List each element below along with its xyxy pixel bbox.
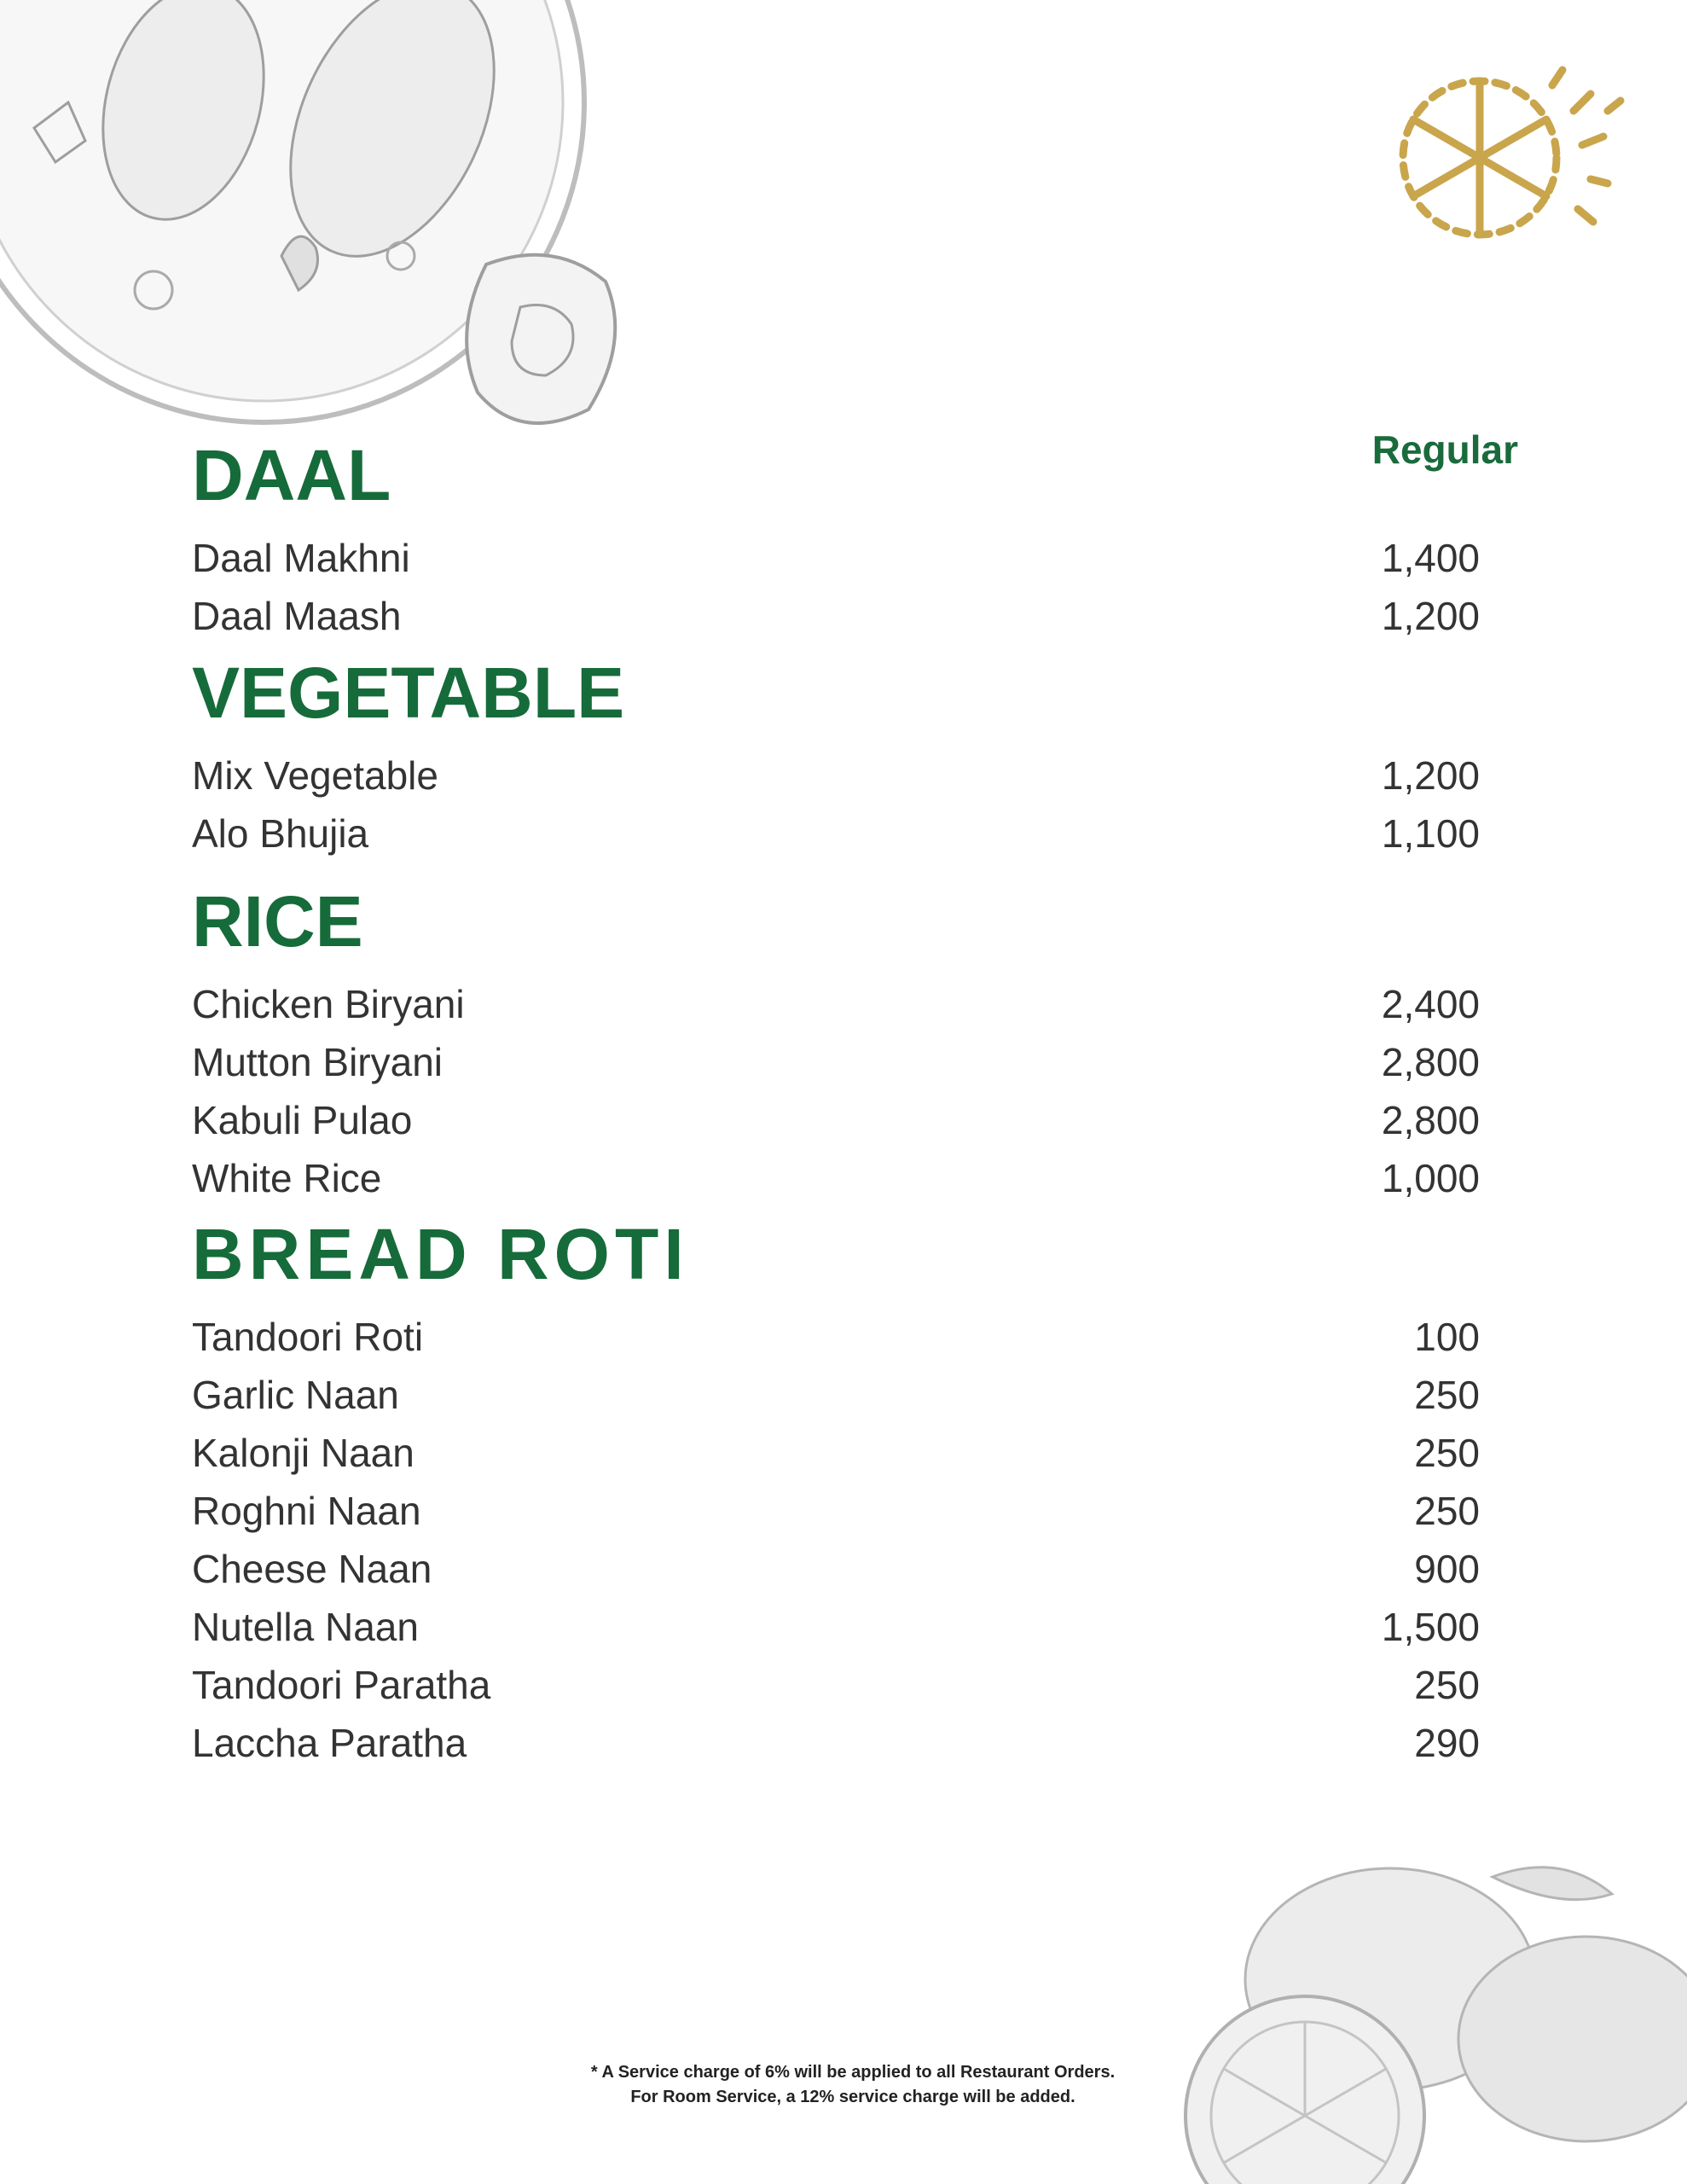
- item-price: 2,800: [1381, 1040, 1480, 1084]
- section-vegetable: [192, 653, 1480, 868]
- item-name: Daal Maash: [192, 594, 402, 638]
- menu-item: [192, 593, 1480, 651]
- item-price: 250: [1414, 1431, 1480, 1475]
- item-price: 100: [1414, 1315, 1480, 1359]
- item-price: 1,100: [1381, 811, 1480, 856]
- menu-item: [192, 1488, 1480, 1546]
- menu-item: [192, 1155, 1480, 1213]
- menu-item: [192, 535, 1480, 593]
- item-price: 1,000: [1381, 1156, 1480, 1200]
- section-bread-roti: [192, 1214, 1480, 1778]
- item-price: 1,200: [1381, 594, 1480, 638]
- section-rice: [192, 881, 1480, 1213]
- item-name: Nutella Naan: [192, 1605, 419, 1649]
- item-name: Daal Makhni: [192, 536, 410, 580]
- item-name: Kabuli Pulao: [192, 1098, 413, 1142]
- item-price: 250: [1414, 1663, 1480, 1707]
- item-name: Chicken Biryani: [192, 982, 465, 1026]
- item-name: Mutton Biryani: [192, 1040, 443, 1084]
- footnote-line-2: For Room Service, a 12% service charge will be added.: [630, 2088, 1075, 2106]
- item-price: 900: [1414, 1547, 1480, 1591]
- item-name: Laccha Paratha: [192, 1721, 467, 1765]
- menu-item: [192, 1662, 1480, 1720]
- menu-item: [192, 1546, 1480, 1604]
- item-name: Roghni Naan: [192, 1489, 421, 1533]
- menu-item: [192, 1314, 1480, 1372]
- item-price: 250: [1414, 1373, 1480, 1417]
- item-price: 1,400: [1381, 536, 1480, 580]
- footnote-line-1: * A Service charge of 6% will be applied to all Restaurant Orders.: [590, 2063, 1116, 2082]
- item-name: Tandoori Paratha: [192, 1663, 491, 1707]
- item-price: 290: [1414, 1721, 1480, 1765]
- item-name: White Rice: [192, 1156, 382, 1200]
- item-price: 2,400: [1381, 982, 1480, 1026]
- menu-item: [192, 810, 1480, 868]
- menu-item: [192, 981, 1480, 1039]
- section-title: BREAD ROTI: [192, 1214, 689, 1294]
- menu-item: [192, 1097, 1480, 1155]
- menu-item: [192, 1604, 1480, 1662]
- item-price: 1,500: [1381, 1605, 1480, 1649]
- item-price: 250: [1414, 1489, 1480, 1533]
- item-name: Mix Vegetable: [192, 753, 438, 798]
- section-title: RICE: [192, 881, 363, 961]
- menu-item: [192, 1039, 1480, 1097]
- item-price: 2,800: [1381, 1098, 1480, 1142]
- item-price: 1,200: [1381, 753, 1480, 798]
- menu-item: [192, 1430, 1480, 1488]
- item-name: Tandoori Roti: [192, 1315, 424, 1359]
- menu-item: [192, 1720, 1480, 1778]
- lemons-illustration-icon: [1134, 1851, 1687, 2184]
- item-name: Cheese Naan: [192, 1547, 432, 1591]
- menu-item: [192, 1372, 1480, 1430]
- item-name: Alo Bhujia: [192, 811, 369, 856]
- service-charge-note: [512, 2060, 1194, 2110]
- section-daal: [192, 435, 1480, 651]
- section-title: DAAL: [192, 435, 391, 515]
- item-name: Kalonji Naan: [192, 1431, 415, 1475]
- section-title: VEGETABLE: [192, 653, 625, 733]
- snowflake-logo-icon: [1377, 60, 1633, 256]
- price-column-header: Regular: [1371, 427, 1518, 472]
- item-name: Garlic Naan: [192, 1373, 399, 1417]
- biryani-dish-illustration-icon: [0, 0, 648, 444]
- menu-item: [192, 752, 1480, 810]
